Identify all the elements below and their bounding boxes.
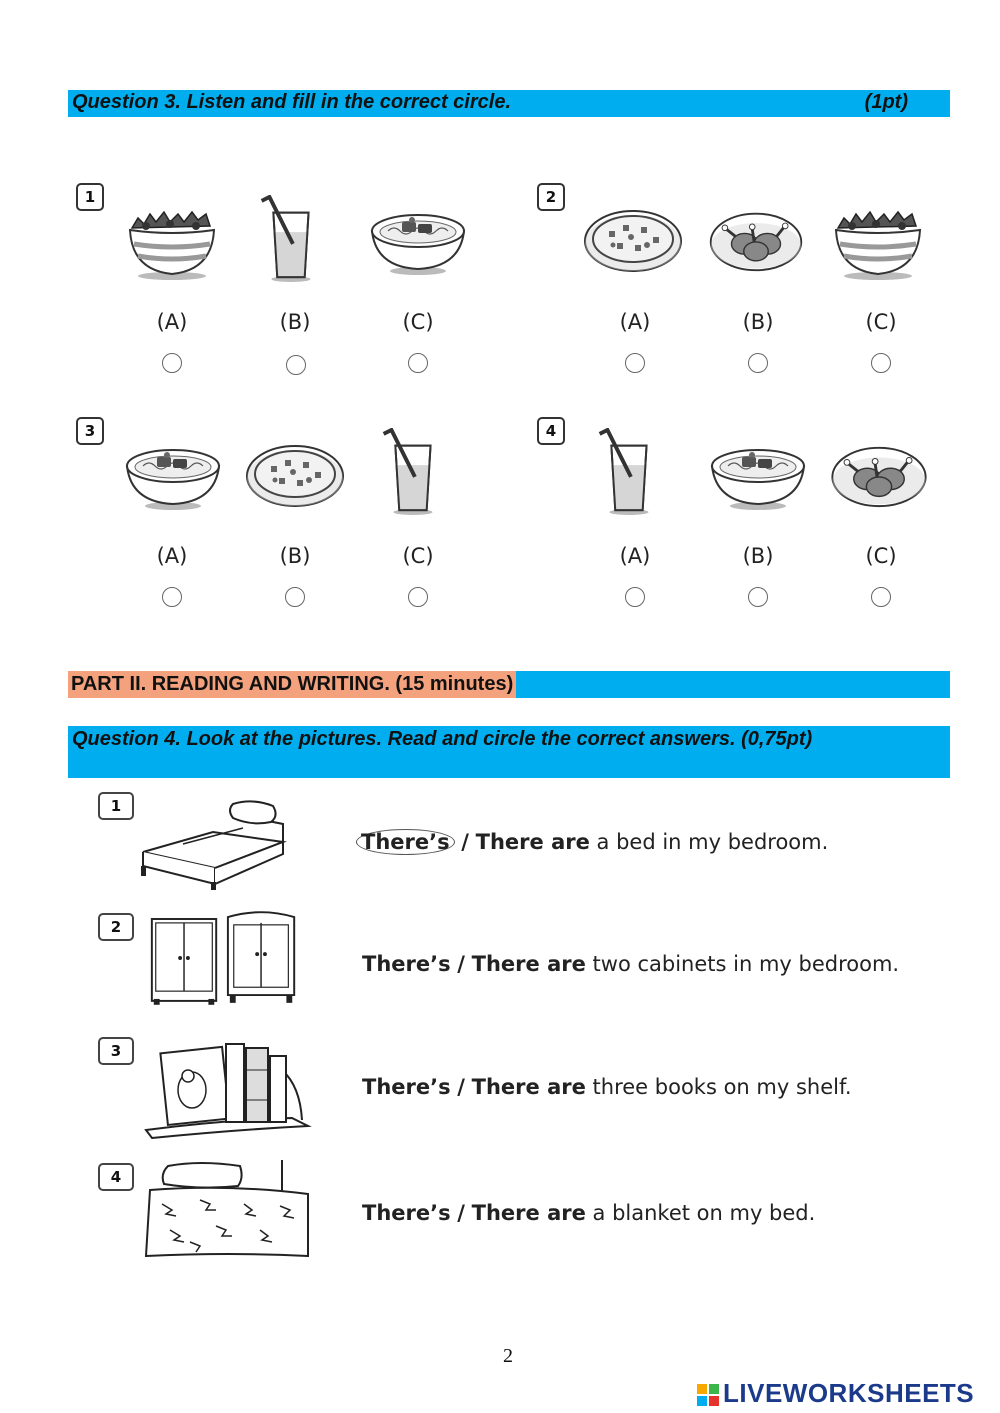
noodle-bowl-icon [708,440,808,510]
question-3-title: Question 3. Listen and fill in the correct circle. [72,91,511,113]
q3-item-1-radio-b[interactable] [286,355,306,375]
question-4-title: Question 4. Look at the pictures. Read and circle the correct answers. (0,75pt) [72,728,813,750]
q4-sentence-rest: a bed in my bedroom. [596,830,829,854]
q4-sentence-rest: a blanket on my bed. [592,1201,816,1225]
q4-sentence [362,1075,852,1099]
brand-name: LIVEWORKSHEETS [723,1378,975,1408]
q4-separator: / [461,830,469,854]
blanket-icon [140,1160,310,1260]
chicken-legs-plate-icon [706,208,806,274]
q4-choice-b[interactable]: There are [471,952,586,976]
q4-choice-b[interactable]: There are [475,830,590,854]
q4-separator: / [457,1075,465,1099]
q3-item-1-radio-c[interactable] [408,353,428,373]
q3-option-label-a: (A) [619,544,651,568]
question-3-points: (1pt) [864,91,908,113]
q3-item-number: 1 [76,183,104,211]
q3-item-number: 3 [76,417,104,445]
q4-sentence [362,1201,815,1225]
page-number: 2 [503,1345,513,1367]
q3-option-label-b: (B) [742,544,774,568]
question-3-header [68,90,950,117]
liveworksheets-logo-icon [697,1384,719,1406]
q3-option-label-b: (B) [279,310,311,334]
q4-sentence-rest: three books on my shelf. [592,1075,852,1099]
q4-item-number: 2 [98,913,134,941]
q4-item-number: 1 [98,792,134,820]
noodle-bowl-icon [368,205,468,275]
noodle-bowl-icon [123,440,223,510]
chicken-legs-plate-icon [828,442,930,510]
cabinets-icon [146,908,302,1008]
q4-choice-a[interactable]: There’s [362,1201,451,1225]
q4-sentence-rest: two cabinets in my bedroom. [592,952,900,976]
q3-option-label-c: (C) [865,310,897,334]
q4-choice-b[interactable]: There are [471,1201,586,1225]
part-2-title: PART II. READING AND WRITING. (15 minutes) [68,671,516,698]
q4-sentence [362,829,828,855]
q4-item-number: 4 [98,1163,134,1191]
liveworksheets-brand [697,1378,974,1408]
books-shelf-icon [142,1030,312,1140]
q3-option-label-a: (A) [156,544,188,568]
q3-item-4-radio-a[interactable] [625,587,645,607]
q3-option-label-b: (B) [279,544,311,568]
q4-choice-a[interactable]: There’s [362,952,451,976]
q3-option-label-c: (C) [402,544,434,568]
q4-sentence [362,952,899,976]
q3-item-2-radio-c[interactable] [871,353,891,373]
q3-option-label-c: (C) [865,544,897,568]
q3-item-2-radio-b[interactable] [748,353,768,373]
q4-separator: / [457,952,465,976]
q3-item-number: 4 [537,417,565,445]
q3-option-label-c: (C) [402,310,434,334]
q3-option-label-a: (A) [156,310,188,334]
q3-item-3-radio-c[interactable] [408,587,428,607]
q3-option-label-b: (B) [742,310,774,334]
q4-choice-a-circled[interactable]: There’s [356,829,455,855]
q3-item-4-radio-c[interactable] [871,587,891,607]
q3-item-4-radio-b[interactable] [748,587,768,607]
q4-choice-b[interactable]: There are [471,1075,586,1099]
part-2-header [68,671,950,698]
bed-icon [122,792,294,892]
pizza-icon [242,440,348,510]
glass-of-juice-icon [596,428,658,516]
glass-of-juice-icon [258,195,320,283]
q4-item-number: 3 [98,1037,134,1065]
q3-item-3-radio-a[interactable] [162,587,182,607]
salad-bowl-icon [828,200,928,280]
q3-item-3-radio-b[interactable] [285,587,305,607]
salad-bowl-icon [122,200,222,280]
q4-choice-a[interactable]: There’s [362,1075,451,1099]
q3-item-number: 2 [537,183,565,211]
q3-item-1-radio-a[interactable] [162,353,182,373]
q4-separator: / [457,1201,465,1225]
question-4-header [68,726,950,778]
q3-item-2-radio-a[interactable] [625,353,645,373]
glass-of-juice-icon [380,428,442,516]
pizza-icon [580,205,686,275]
q3-option-label-a: (A) [619,310,651,334]
